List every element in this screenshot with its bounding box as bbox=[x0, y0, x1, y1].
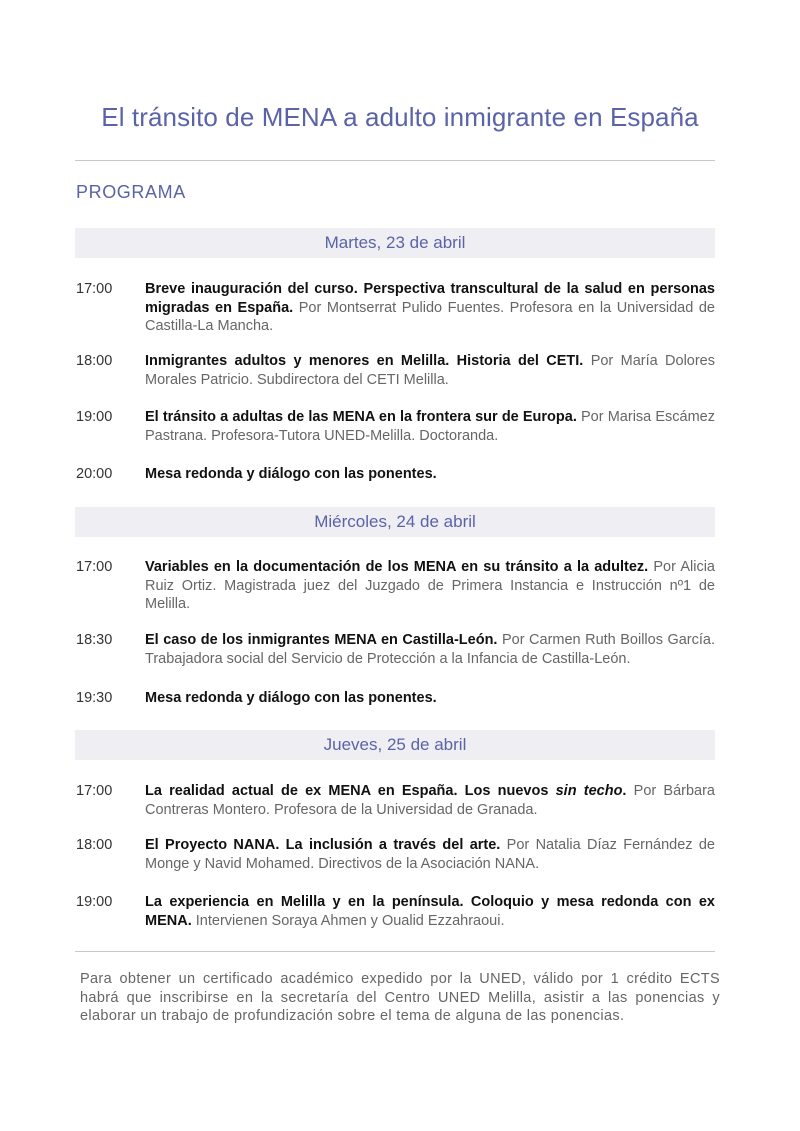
session-time: 17:00 bbox=[76, 783, 113, 799]
session-time: 17:00 bbox=[76, 559, 113, 575]
session-title-end: . bbox=[622, 783, 627, 799]
session-detail: Por Montserrat Pulido Fuentes. Profesora en la Universidad de Castilla-La Mancha. bbox=[145, 299, 715, 334]
session-time: 18:00 bbox=[76, 837, 113, 853]
session-time: 18:30 bbox=[76, 632, 113, 648]
session-description bbox=[145, 465, 715, 484]
session-title: Mesa redonda y diálogo con las ponentes. bbox=[145, 690, 437, 706]
session-description bbox=[145, 408, 715, 445]
session-description bbox=[145, 558, 715, 614]
session-detail: Por María Dolores Morales Patricio. Subdirectora del CETI Melilla. bbox=[145, 353, 715, 388]
page-title: El tránsito de MENA a adulto inmigrante en España bbox=[101, 102, 699, 132]
title-divider bbox=[75, 160, 715, 161]
section-label: PROGRAMA bbox=[76, 182, 186, 202]
session-description bbox=[145, 352, 715, 389]
session-time: 19:00 bbox=[76, 409, 113, 425]
session-time: 19:30 bbox=[76, 690, 113, 706]
session-title: Variables en la documentación de los MENA en su tránsito a la adultez. bbox=[145, 559, 649, 575]
session-description bbox=[145, 689, 715, 708]
session-detail: Por Natalia Díaz Fernández de Monge y Navid Mohamed. Directivos de la Asociación NANA. bbox=[145, 837, 715, 872]
day-header-miercoles: Miércoles, 24 de abril bbox=[75, 507, 715, 537]
session-description bbox=[145, 893, 715, 930]
session-time: 17:00 bbox=[76, 281, 113, 297]
session-detail: Intervienen Soraya Ahmen y Oualid Ezzahraoui. bbox=[191, 912, 505, 929]
session-title: Inmigrantes adultos y menores en Melilla. Historia del CETI. bbox=[145, 353, 584, 369]
session-title: La experiencia en Melilla y en la península. Coloquio y mesa redonda con ex MENA. bbox=[145, 894, 715, 929]
session-title: El tránsito a adultas de las MENA en la frontera sur de Europa. bbox=[145, 409, 577, 425]
certificate-note: Para obtener un certificado académico expedido por la UNED, válido por 1 crédito ECTS habrá que inscribirse en la secretaría del Centro UNED Melilla, asistir a las ponencias y elaborar un trabajo de profundización sobre el tema de alguna de las ponencias. bbox=[80, 971, 720, 1024]
footer-divider bbox=[75, 951, 715, 952]
session-detail: Por Carmen Ruth Boillos García. Trabajadora social del Servicio de Protección a la Infancia de Castilla-León. bbox=[145, 632, 715, 667]
session-title: Breve inauguración del curso. Perspectiva transcultural de la salud en personas migradas en España. bbox=[145, 281, 715, 316]
session-title-text: La realidad actual de ex MENA en España. Los nuevos bbox=[145, 783, 556, 799]
session-description bbox=[145, 782, 715, 819]
session-title: El caso de los inmigrantes MENA en Castilla-León. bbox=[145, 632, 498, 648]
session-time: 19:00 bbox=[76, 894, 113, 910]
session-detail: Por Alicia Ruiz Ortiz. Magistrada juez del Juzgado de Primera Instancia e Instrucción nº1 de Melilla. bbox=[145, 559, 715, 612]
session-detail: Por Bárbara Contreras Montero. Profesora de la Universidad de Granada. bbox=[145, 783, 715, 818]
session-title: El Proyecto NANA. La inclusión a través del arte. bbox=[145, 837, 501, 853]
day-header-martes: Martes, 23 de abril bbox=[75, 228, 715, 258]
session-time: 20:00 bbox=[76, 466, 113, 482]
session-title: Mesa redonda y diálogo con las ponentes. bbox=[145, 466, 437, 482]
session-description bbox=[145, 836, 715, 873]
session-detail: Por Marisa Escámez Pastrana. Profesora-Tutora UNED-Melilla. Doctoranda. bbox=[145, 409, 715, 444]
session-title bbox=[145, 783, 626, 799]
session-description bbox=[145, 280, 715, 336]
day-header-jueves: Jueves, 25 de abril bbox=[75, 730, 715, 760]
session-description bbox=[145, 631, 715, 668]
session-title-italic: sin techo bbox=[555, 783, 623, 799]
session-time: 18:00 bbox=[76, 353, 113, 369]
